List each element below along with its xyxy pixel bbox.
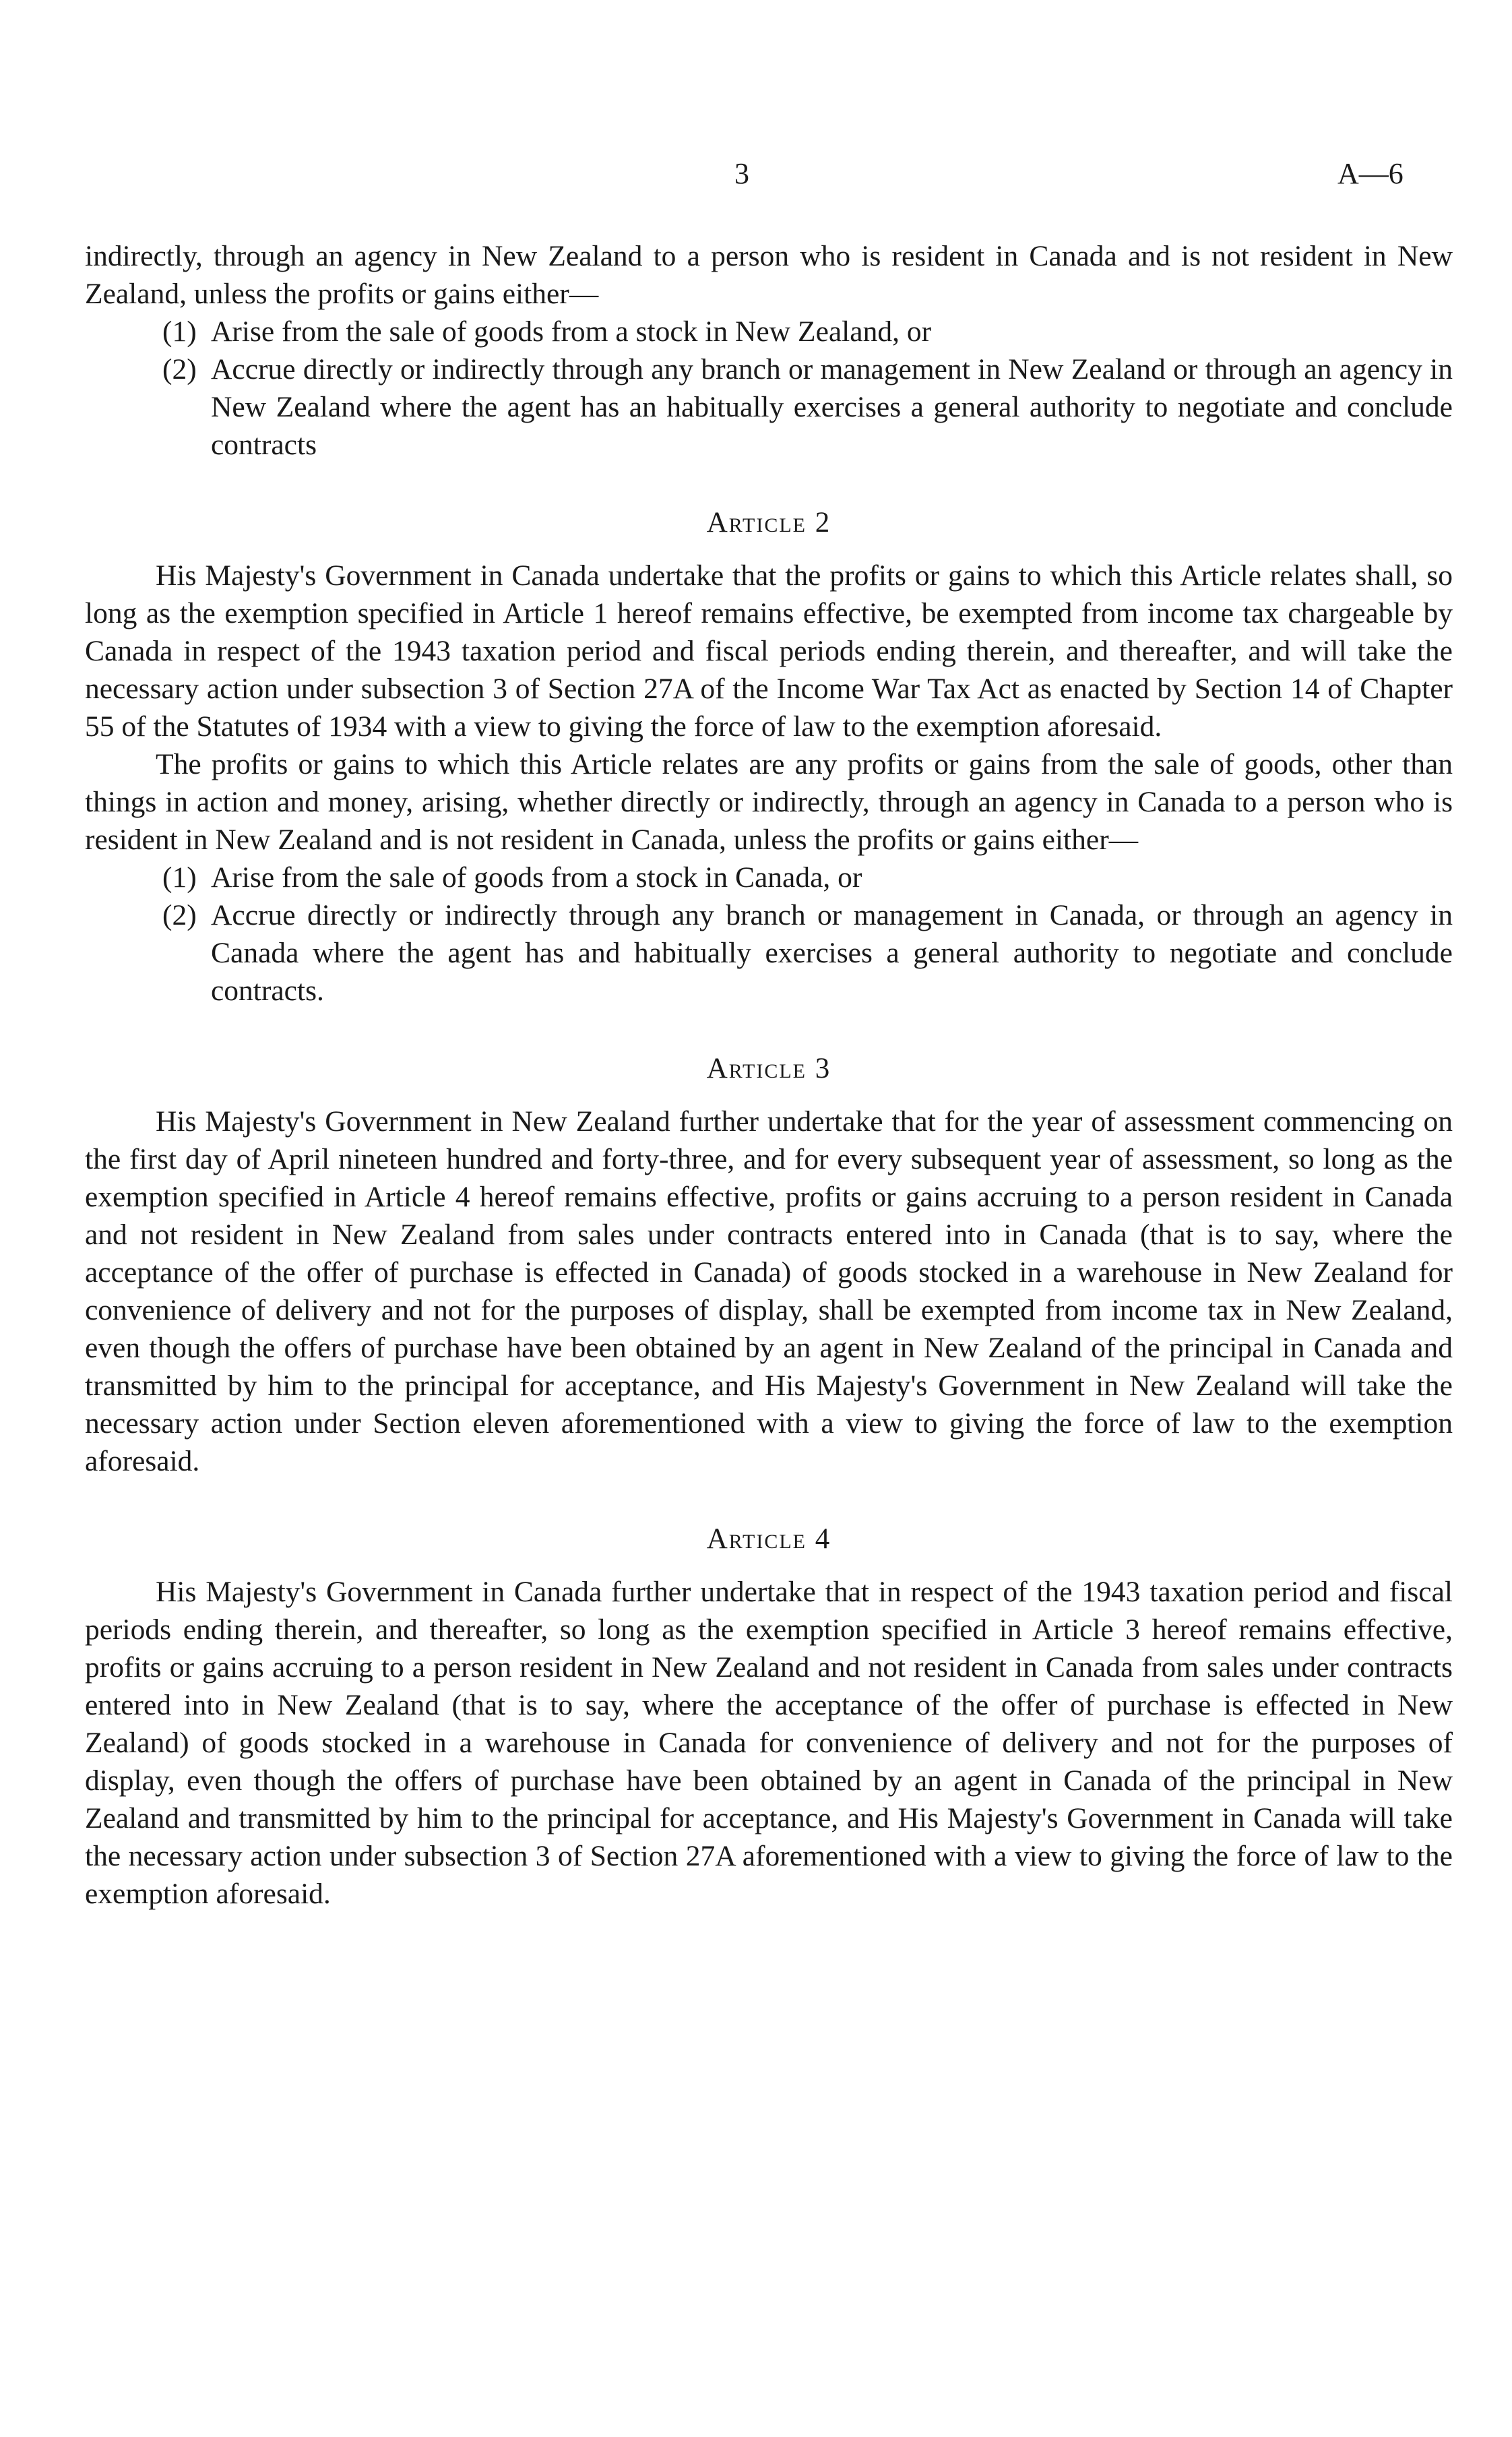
list-item [85, 859, 1453, 896]
article-2-paragraph-1: His Majesty's Government in Canada undertake that the profits or gains to which this Article relates shall, so long as the exemption specified in Article 1 hereof remains effective, be exempted from income tax chargeable by Canada in respect of the 1943 taxation period and fiscal periods ending therein, and thereafter, and will take the necessary action under subsection 3 of Section 27A of the Income War Tax Act as enacted by Section 14 of Chapter 55 of the Statutes of 1934 with a view to giving the force of law to the exemption aforesaid. [85, 559, 1453, 743]
list-item-number: (2) [162, 353, 197, 385]
list-item-text: Arise from the sale of goods from a stock in Canada, or [211, 861, 862, 894]
list-item-text: Arise from the sale of goods from a stock in New Zealand, or [211, 315, 932, 348]
article-2-paragraph-2: The profits or gains to which this Article relates are any profits or gains from the sale of goods, other than things in action and money, arising, whether directly or indirectly, through an agency in Canada to a person who is resident in New Zealand and is not resident in Canada, unless the profits or gains either— [85, 748, 1453, 856]
article-2-section [85, 504, 1453, 1010]
opening-paragraph: indirectly, through an agency in New Zealand to a person who is resident in Canada and is not resident in New Zealand, unless the profits or gains either— [85, 240, 1453, 310]
list-item-text: Accrue directly or indirectly through any branch or management in New Zealand or through an agency in New Zealand where the agent has an habitually exercises a general authority to negotiate and conclude contracts [211, 353, 1453, 461]
article-4-heading: Article 4 [706, 1523, 831, 1555]
article-4-paragraph: His Majesty's Government in Canada further undertake that in respect of the 1943 taxation period and fiscal periods ending therein, and thereafter, so long as the exemption specified in Article 3 hereof remains effective, profits or gains accruing to a person resident in New Zealand and not resident in Canada from sales under contracts entered into in New Zealand (that is to say, where the acceptance of the offer of purchase is effected in New Zealand) of goods stocked in a warehouse in Canada for convenience of delivery and not for the purposes of display, even though the offers of purchase have been obtained by an agent in Canada of the principal in New Zealand and transmitted by him to the principal for acceptance, and His Majesty's Government in Canada will take the necessary action under subsection 3 of Section 27A aforementioned with a view to giving the force of law to the exemption aforesaid. [85, 1576, 1453, 1910]
list-item [85, 896, 1453, 1010]
list-item-text: Accrue directly or indirectly through any branch or management in Canada, or through an agency in Canada where the agent has and habitually exercises a general authority to negotiate and conclude contracts. [211, 899, 1453, 1007]
list-item [85, 350, 1453, 464]
list-item-number: (1) [162, 315, 197, 348]
document-code: A—6 [1337, 157, 1404, 190]
page-number: 3 [734, 157, 749, 190]
article-4-section [85, 1520, 1453, 1913]
list-item-number: (1) [162, 861, 197, 894]
page-header [0, 156, 1512, 197]
article-3-paragraph: His Majesty's Government in New Zealand further undertake that for the year of assessment commencing on the first day of April nineteen hundred and forty-three, and for every subsequent year of assessment, so long as the exemption specified in Article 4 hereof remains effective, profits or gains accruing to a person resident in Canada and not resident in New Zealand from sales under contracts entered into in Canada (that is to say, where the acceptance of the offer of purchase is effected in Canada) of goods stocked in a warehouse in New Zealand for convenience of delivery and not for the purposes of display, shall be exempted from income tax in New Zealand, even though the offers of purchase have been obtained by an agent in New Zealand of the principal in Canada and transmitted by him to the principal for acceptance, and His Majesty's Government in New Zealand will take the necessary action under Section eleven aforementioned with a view to giving the force of law to the exemption aforesaid. [85, 1105, 1453, 1477]
list-item-number: (2) [162, 899, 197, 931]
document-body [85, 237, 1453, 1913]
article-3-heading: Article 3 [706, 1053, 831, 1084]
opening-section [85, 237, 1453, 464]
article-3-section [85, 1050, 1453, 1480]
list-item [85, 313, 1453, 350]
article-2-heading: Article 2 [706, 507, 831, 538]
